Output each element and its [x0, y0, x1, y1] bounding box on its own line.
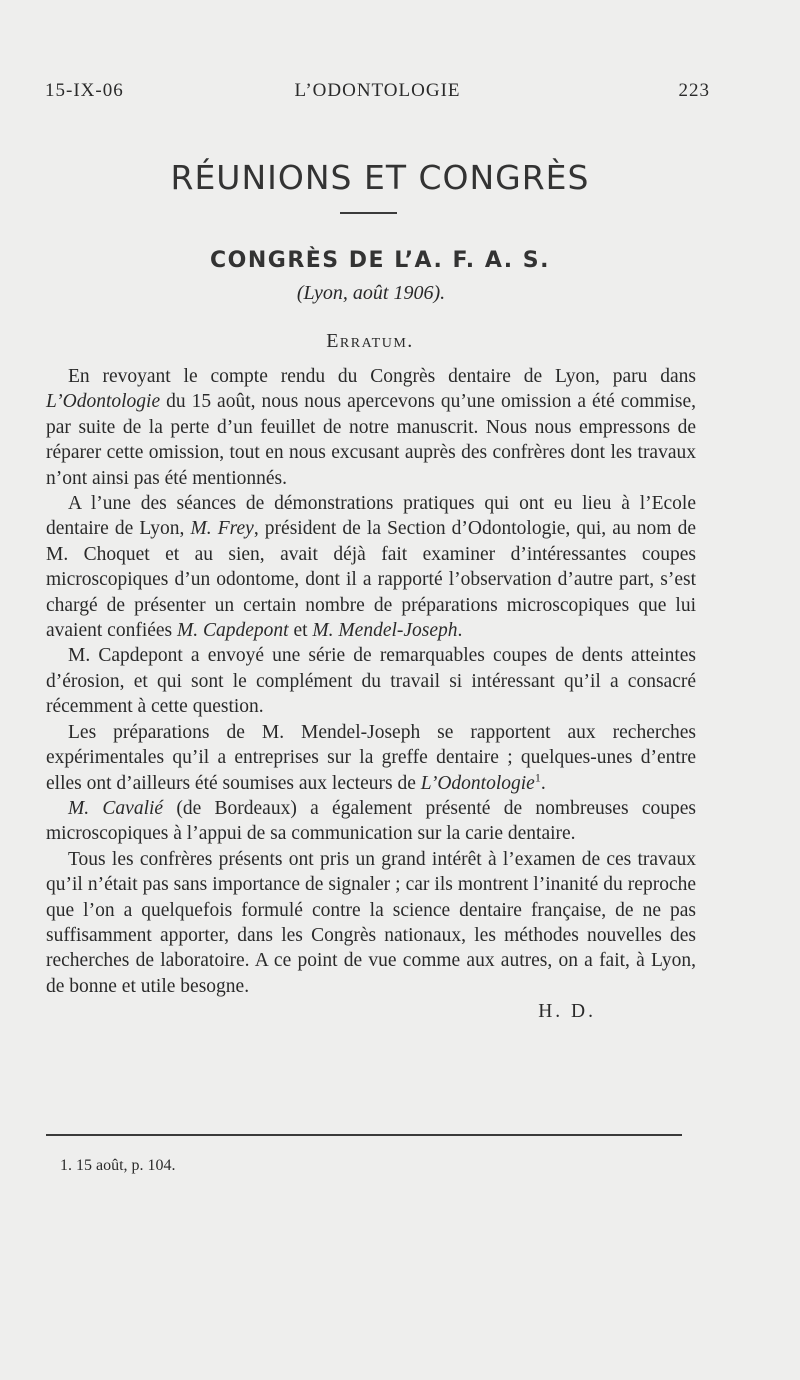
paragraph-4-text-a: Les préparations de M. Mendel-Joseph se rapportent aux recherches expérimentales qu’il a entreprises sur la greffe dentaire ; quelques-unes d’entre elles ont d’ailleurs été soumises aux lecteurs de: [46, 721, 696, 794]
footnote-marker: 1: [534, 770, 541, 784]
paragraph-5-text: (de Bordeaux) a également présenté de nombreuses coupes microscopiques à l’appui de sa communication sur la carie dentaire.: [46, 797, 696, 845]
name-cavalie: M. Cavalié: [68, 797, 164, 819]
title-divider: [340, 212, 397, 214]
paragraph-4: [46, 720, 696, 796]
paragraph-5: [46, 796, 696, 847]
header-date: 15-IX-06: [45, 80, 124, 101]
journal-title-italic: L’Odontologie: [46, 391, 161, 413]
article-body: [46, 364, 696, 1025]
paragraph-2-text-b: , président de la Section d’Odontologie, qui, au nom de M. Choquet et au sien, avait déjà fait examiner d’intéressantes coupes microscopiques d’un odontome, dont il a rapporté l’observation d’autre part, s’est chargé de présenter un certain nombre de préparations microscopiques que lui avaient confiées: [46, 518, 696, 642]
section-title: RÉUNIONS ET CONGRÈS: [170, 158, 590, 197]
paragraph-2-end: .: [457, 620, 463, 642]
paragraph-2-text-a: A l’une des séances de démonstrations pratiques qui ont eu lieu à l’Ecole dentaire de Lyon,: [46, 493, 696, 540]
running-header: [45, 80, 710, 104]
name-capdepont: M. Capdepont: [177, 620, 289, 642]
congress-title: CONGRÈS DE L’A. F. A. S.: [210, 248, 550, 273]
paragraph-4-end: .: [540, 772, 546, 794]
header-page-number: 223: [678, 80, 710, 101]
paragraph-2-conjunction: et: [288, 620, 313, 642]
name-frey: M. Frey: [190, 518, 254, 540]
footnote: 1. 15 août, p. 104.: [60, 1157, 176, 1174]
signature: H. D.: [538, 1001, 596, 1023]
congress-subtitle: (Lyon, août 1906).: [296, 282, 446, 304]
footnote-divider: [46, 1134, 682, 1136]
name-mendel-joseph: M. Mendel-Joseph: [312, 620, 458, 642]
journal-title-italic: L’Odontologie: [420, 772, 535, 794]
erratum-heading: Erratum.: [326, 330, 414, 352]
header-journal-title: L’ODONTOLOGIE: [294, 80, 461, 101]
paragraph-2: [46, 491, 696, 643]
paragraph-1-text-a: En revoyant le compte rendu du Congrès dentaire de Lyon, paru dans: [68, 366, 696, 387]
paragraph-1: [46, 364, 696, 491]
paragraph-3: M. Capdepont a envoyé une série de remarquables coupes de dents atteintes d’érosion, et qui sont le complément du travail si intéressant qu’il a consacré récemment à cette question.: [46, 645, 696, 718]
paragraph-1-text-b: du 15 août, nous nous apercevons qu’une omission a été commise, par suite de la perte d’un feuillet de notre manuscrit. Nous nous empressons de réparer cette omission, tout en nous excusant auprès des confrères dont les travaux n’ont ainsi pas été mentionnés.: [46, 391, 696, 489]
paragraph-6: Tous les confrères présents ont pris un grand intérêt à l’examen de ces travaux qu’il n’était pas sans importance de signaler ; car ils montrent l’inanité du reproche que l’on a quelquefois formulé contre la science dentaire française, de ne pas suffisamment apporter, dans les Congrès nationaux, les méthodes nouvelles des recherches de laboratoire. A ce point de vue comme aux autres, on a fait, à Lyon, de bonne et utile besogne.: [46, 848, 696, 997]
